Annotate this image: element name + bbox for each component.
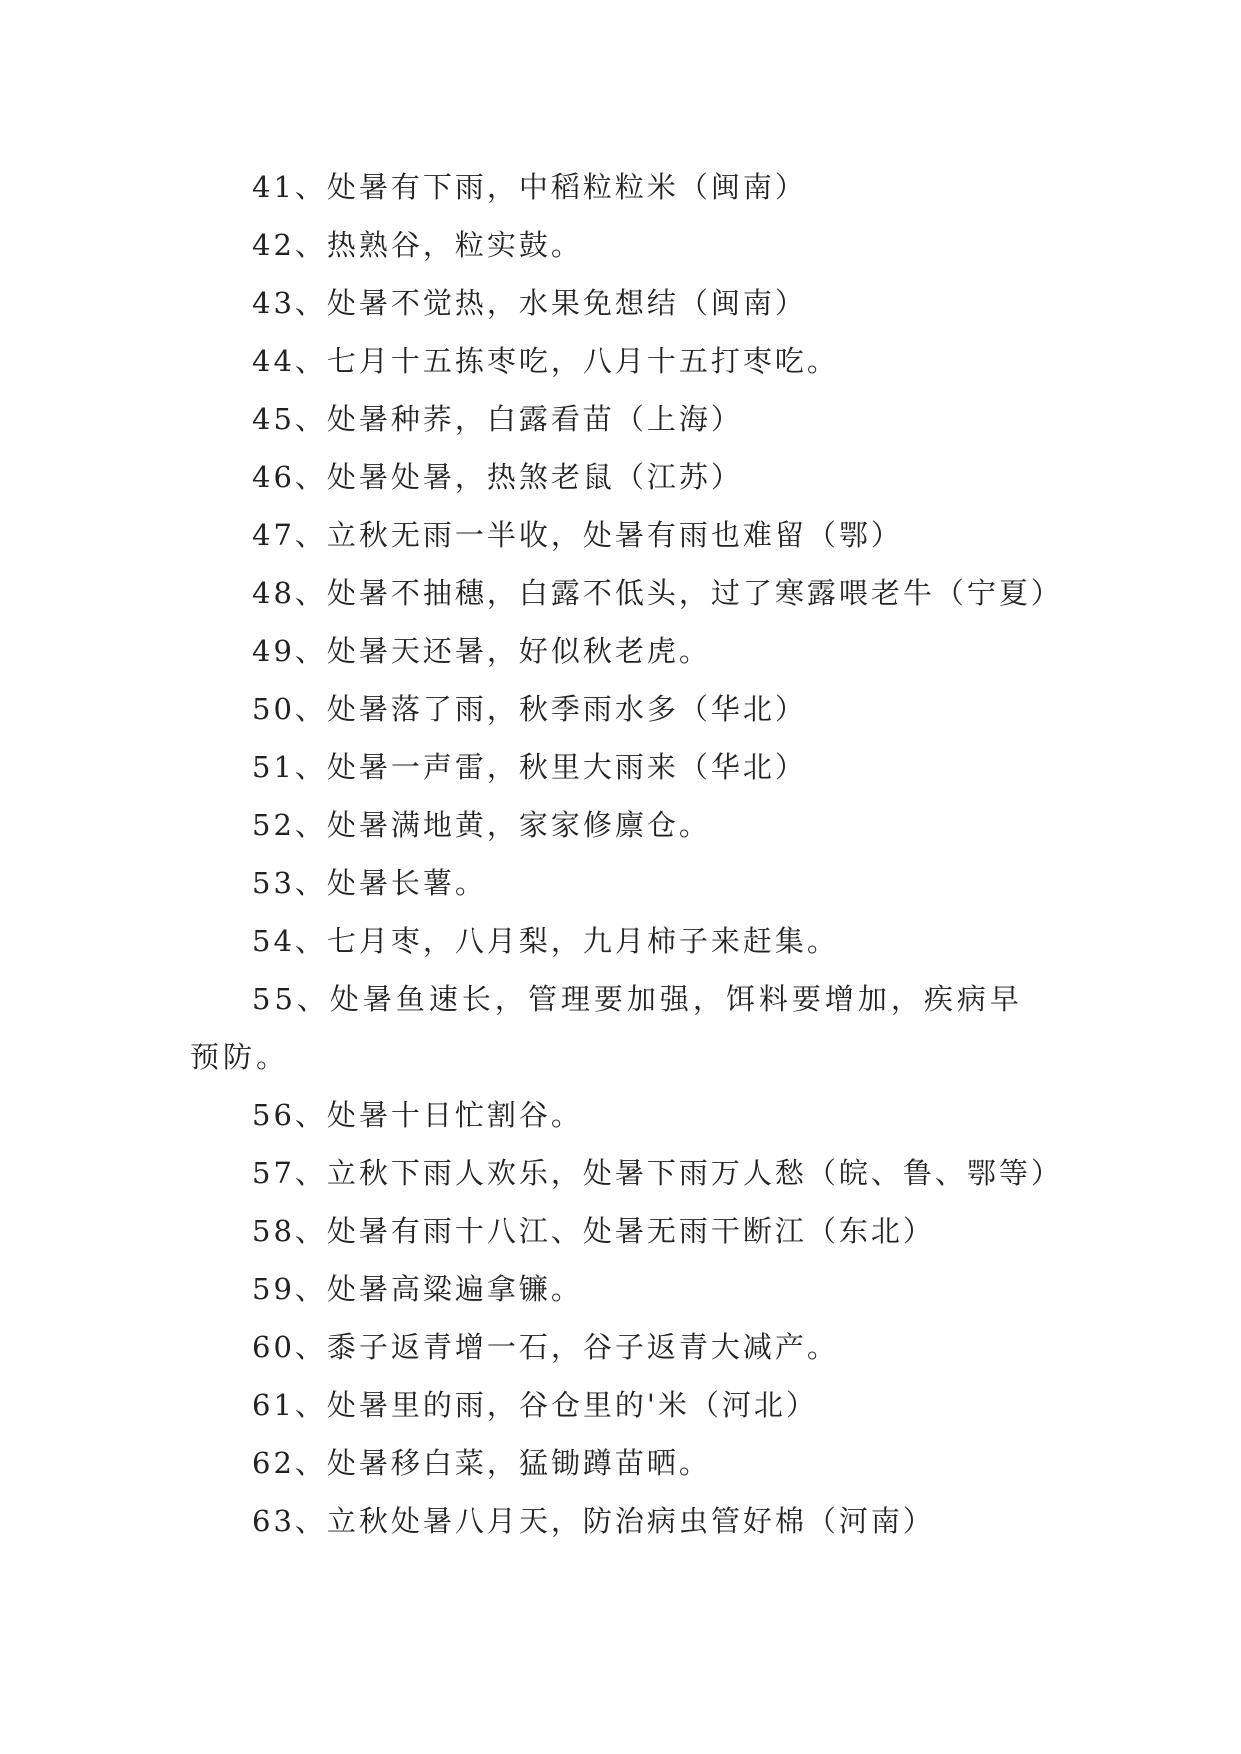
- proverb-list: [190, 158, 1063, 1550]
- proverb-line: 46、处暑处暑，热煞老鼠（江苏）: [252, 460, 743, 494]
- proverb-line: 60、黍子返青增一石，谷子返青大减产。: [252, 1330, 839, 1364]
- proverb-line: 52、处暑满地黄，家家修廪仓。: [252, 808, 711, 842]
- proverb-line: 49、处暑天还暑，好似秋老虎。: [252, 634, 711, 668]
- proverb-line: 55、处暑鱼速长，管理要加强，饵料要增加，疾病早预防。: [190, 982, 1023, 1074]
- proverb-line: 41、处暑有下雨，中稻粒粒米（闽南）: [252, 170, 807, 204]
- proverb-line: 56、处暑十日忙割谷。: [252, 1098, 583, 1132]
- proverb-line: 54、七月枣，八月梨，九月柿子来赶集。: [252, 924, 839, 958]
- proverb-line: 63、立秋处暑八月天，防治病虫管好棉（河南）: [252, 1504, 935, 1538]
- proverb-line: 58、处暑有雨十八江、处暑无雨干断江（东北）: [252, 1214, 935, 1248]
- proverb-line: 45、处暑种荞，白露看苗（上海）: [252, 402, 743, 436]
- proverb-line: 62、处暑移白菜，猛锄蹲苗晒。: [252, 1446, 711, 1480]
- proverb-line: 47、立秋无雨一半收，处暑有雨也难留（鄂）: [252, 518, 903, 552]
- proverb-line: 44、七月十五拣枣吃，八月十五打枣吃。: [252, 344, 839, 378]
- proverb-line: 61、处暑里的雨，谷仓里的'米（河北）: [252, 1388, 818, 1422]
- proverb-line: 50、处暑落了雨，秋季雨水多（华北）: [252, 692, 807, 726]
- proverb-line: 42、热熟谷，粒实鼓。: [252, 228, 583, 262]
- proverb-line: 57、立秋下雨人欢乐，处暑下雨万人愁（皖、鲁、鄂等）: [252, 1156, 1063, 1190]
- proverb-line: 48、处暑不抽穗，白露不低头，过了寒露喂老牛（宁夏）: [252, 576, 1063, 610]
- proverb-line: 51、处暑一声雷，秋里大雨来（华北）: [252, 750, 807, 784]
- proverb-line: 53、处暑长薯。: [252, 866, 487, 900]
- proverb-line: 59、处暑高粱遍拿镰。: [252, 1272, 583, 1306]
- proverb-line: 43、处暑不觉热，水果免想结（闽南）: [252, 286, 807, 320]
